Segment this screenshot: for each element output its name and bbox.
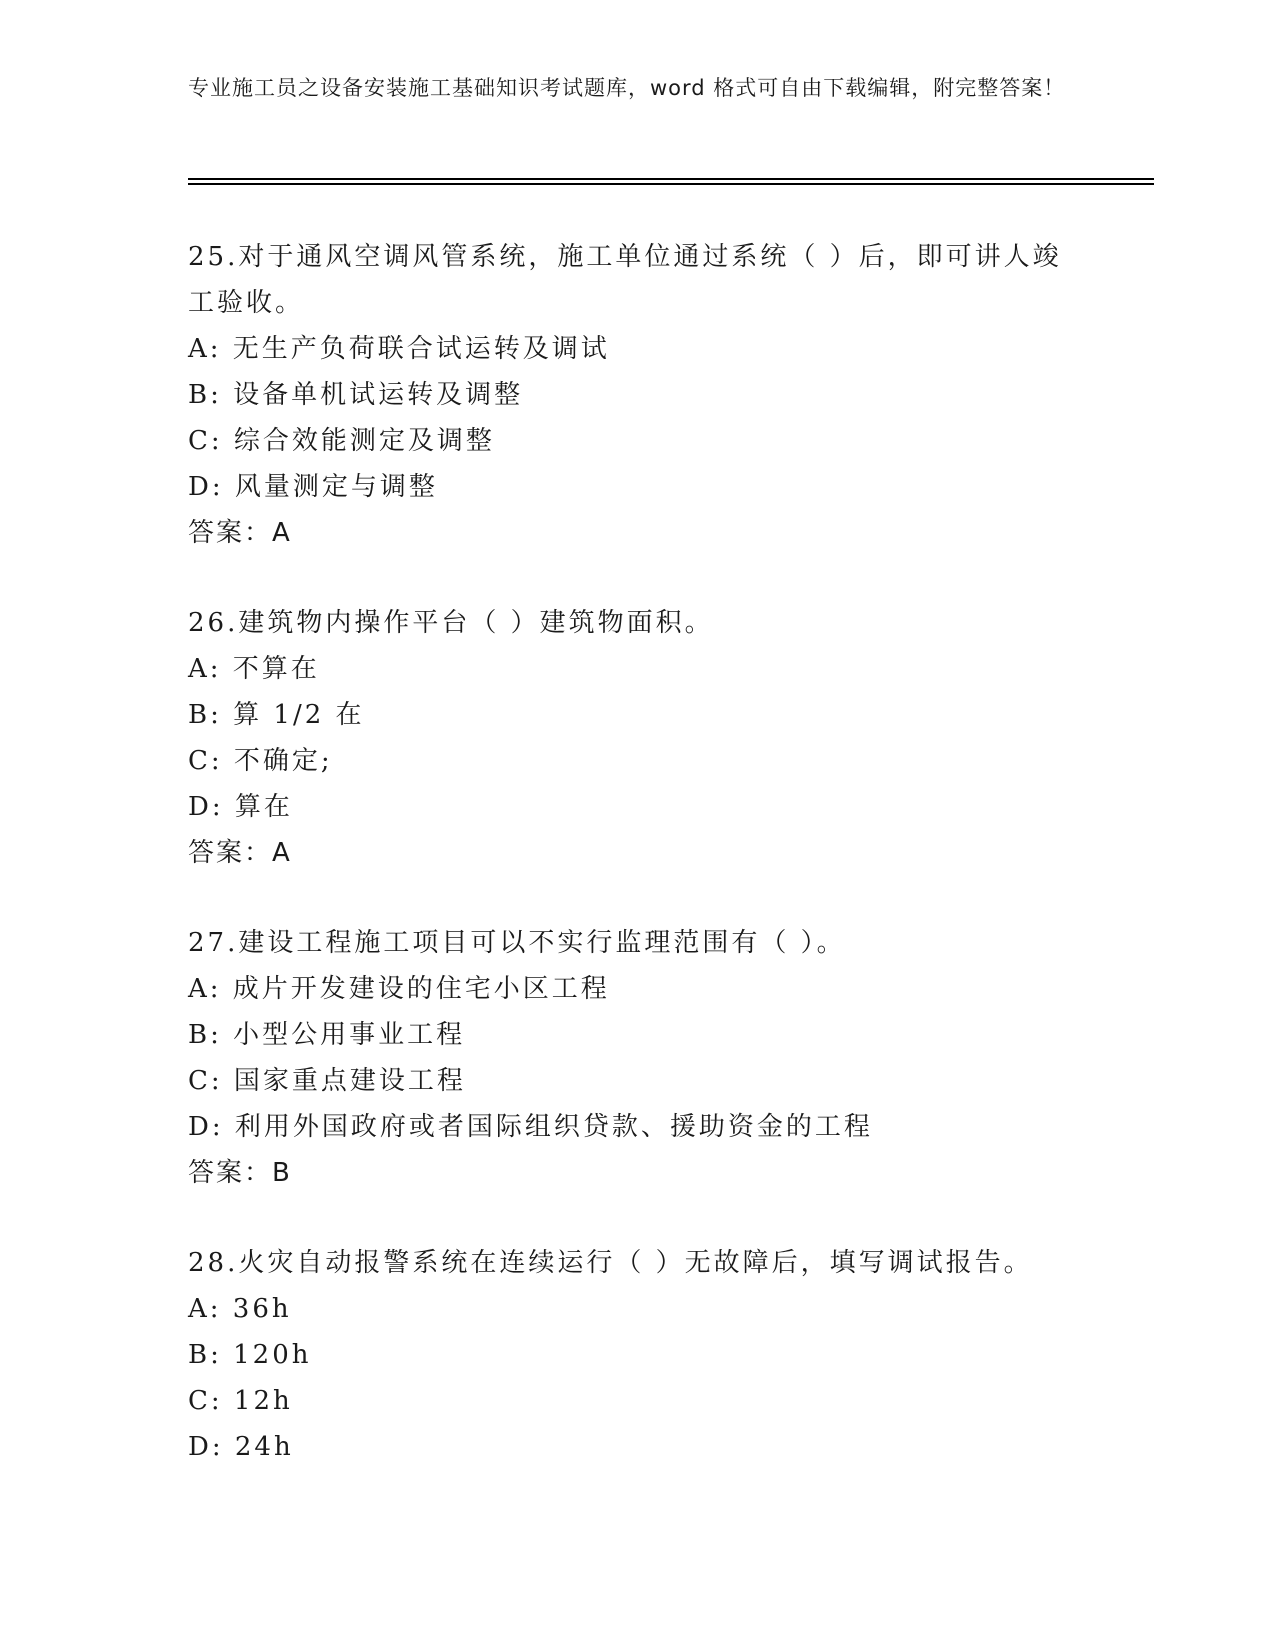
option-d: D: 24h xyxy=(188,1432,294,1462)
answer: 答案：A xyxy=(188,838,292,868)
header-divider-top xyxy=(188,178,1154,180)
option-c: C: 综合效能测定及调整 xyxy=(188,426,495,456)
option-b: B: 算 1/2 在 xyxy=(188,700,365,730)
option-a: A: 成片开发建设的住宅小区工程 xyxy=(188,974,610,1004)
option-b: B: 设备单机试运转及调整 xyxy=(188,380,524,410)
option-a: A: 36h xyxy=(188,1294,292,1324)
answer: 答案：A xyxy=(188,518,292,548)
option-b: B: 120h xyxy=(188,1340,312,1370)
option-d: D: 算在 xyxy=(188,792,293,822)
question-stem: 28.火灾自动报警系统在连续运行（ ）无故障后，填写调试报告。 xyxy=(188,1248,1033,1278)
question-28 xyxy=(188,1240,1088,1470)
option-c: C: 国家重点建设工程 xyxy=(188,1066,466,1096)
option-a: A: 不算在 xyxy=(188,654,320,684)
option-d: D: 风量测定与调整 xyxy=(188,472,438,502)
option-b: B: 小型公用事业工程 xyxy=(188,1020,466,1050)
question-stem: 27.建设工程施工项目可以不实行监理范围有（ ）。 xyxy=(188,928,846,958)
document-header: 专业施工员之设备安装施工基础知识考试题库，word 格式可自由下载编辑，附完整答案！ xyxy=(188,76,1066,100)
option-a: A: 无生产负荷联合试运转及调试 xyxy=(188,334,610,364)
question-stem: 26.建筑物内操作平台（ ）建筑物面积。 xyxy=(188,608,714,638)
question-stem: 25.对于通风空调风管系统，施工单位通过系统（ ）后，即可讲人竣工验收。 xyxy=(188,242,1062,318)
option-c: C: 不确定; xyxy=(188,746,333,776)
question-26 xyxy=(188,600,1088,876)
question-27 xyxy=(188,920,1088,1196)
header-divider-bottom xyxy=(188,183,1154,185)
option-d: D: 利用外国政府或者国际组织贷款、援助资金的工程 xyxy=(188,1112,873,1142)
option-c: C: 12h xyxy=(188,1386,293,1416)
question-25 xyxy=(188,234,1088,556)
answer: 答案：B xyxy=(188,1158,292,1188)
